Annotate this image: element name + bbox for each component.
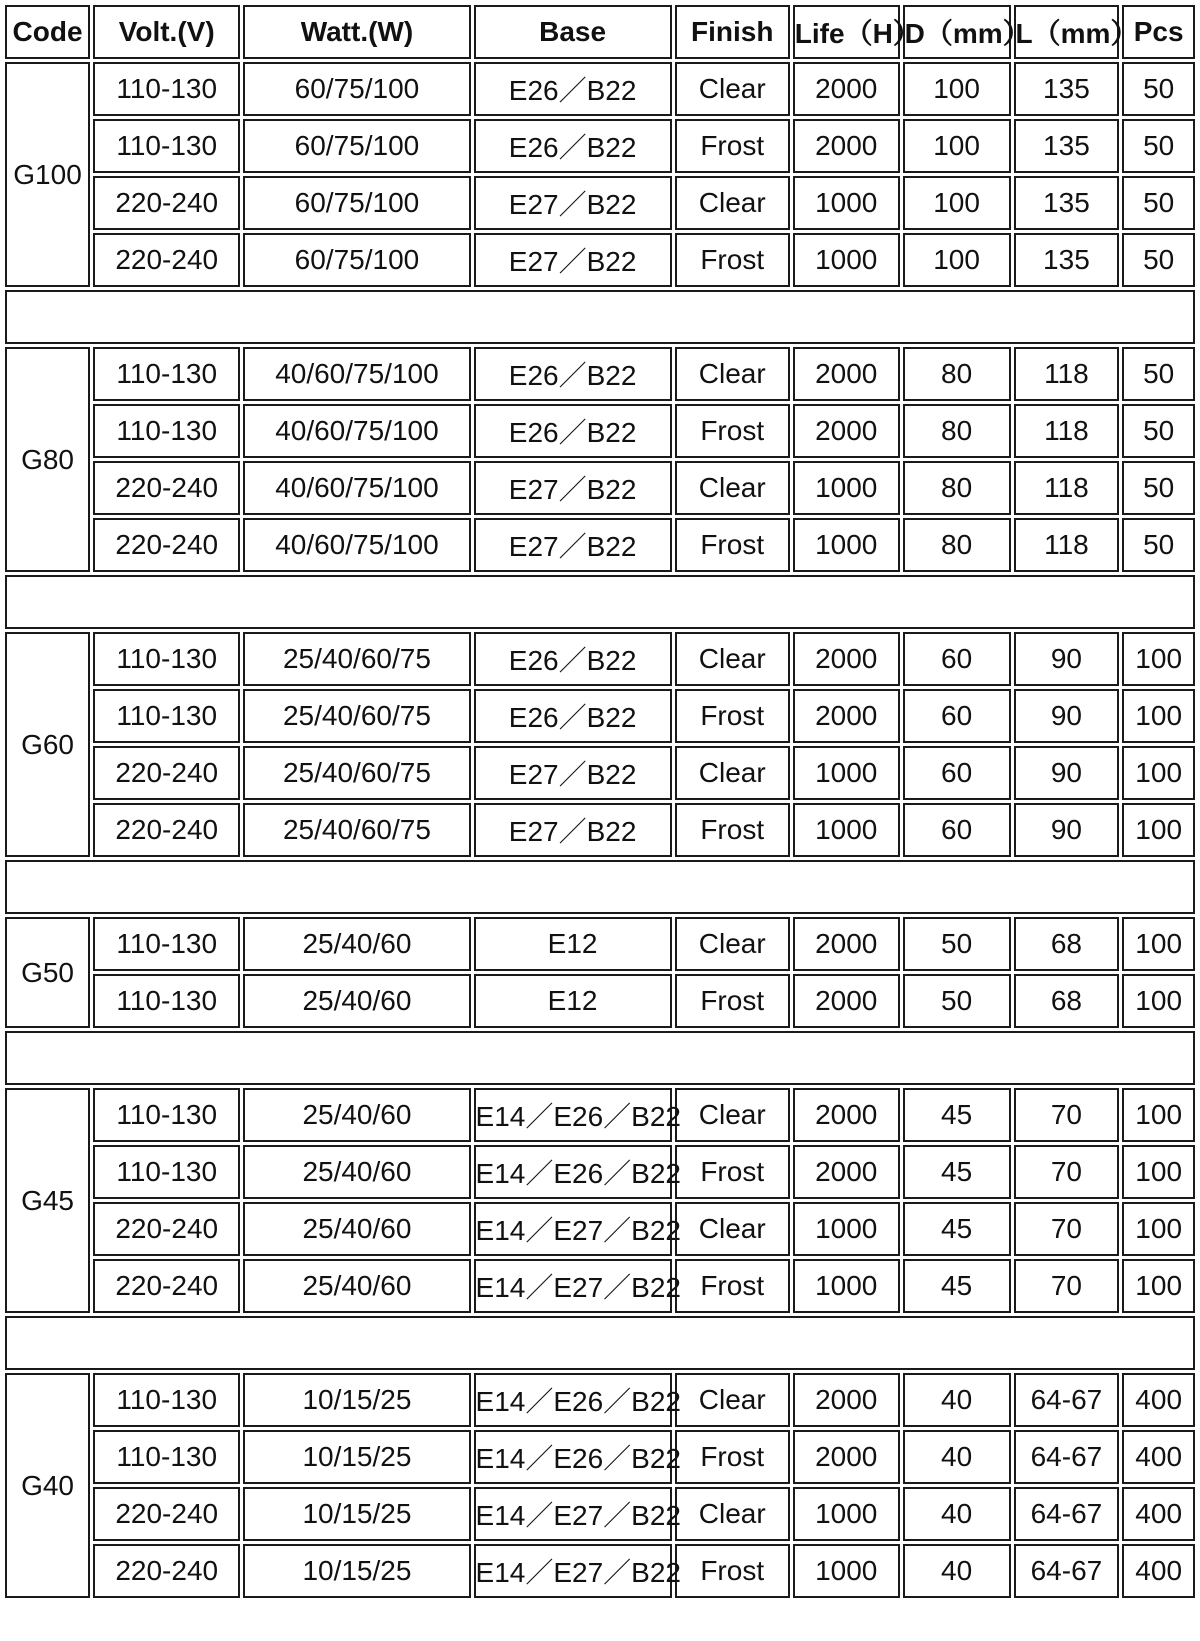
finish-cell: Clear: [675, 461, 790, 515]
pcs-cell: 400: [1122, 1430, 1195, 1484]
table-row: [5, 119, 1195, 173]
group-separator-row: [5, 1316, 1195, 1370]
length-cell: 135: [1014, 62, 1120, 116]
header-finish: Finish: [675, 5, 790, 59]
finish-cell: Frost: [675, 404, 790, 458]
life-cell: 2000: [793, 689, 900, 743]
wattage-cell: 10/15/25: [243, 1373, 470, 1427]
finish-cell: Clear: [675, 62, 790, 116]
base-cell: E26／B22: [474, 62, 672, 116]
wattage-cell: 10/15/25: [243, 1430, 470, 1484]
base-cell: E14／E27／B22: [474, 1202, 672, 1256]
table-row: [5, 233, 1195, 287]
base-cell: E14／E26／B22: [474, 1430, 672, 1484]
voltage-cell: 110-130: [93, 917, 240, 971]
finish-cell: Frost: [675, 1430, 790, 1484]
length-cell: 135: [1014, 119, 1120, 173]
group-separator-row: [5, 290, 1195, 344]
table-body: [5, 62, 1195, 1598]
header-wattage: Watt.(W): [243, 5, 470, 59]
table-row: [5, 1430, 1195, 1484]
table-row: [5, 746, 1195, 800]
life-cell: 1000: [793, 518, 900, 572]
length-cell: 70: [1014, 1202, 1120, 1256]
diameter-cell: 60: [903, 632, 1011, 686]
pcs-cell: 50: [1122, 176, 1195, 230]
wattage-cell: 60/75/100: [243, 176, 470, 230]
voltage-cell: 110-130: [93, 974, 240, 1028]
voltage-cell: 220-240: [93, 176, 240, 230]
base-cell: E12: [474, 974, 672, 1028]
diameter-cell: 60: [903, 746, 1011, 800]
group-separator-row: [5, 860, 1195, 914]
pcs-cell: 50: [1122, 233, 1195, 287]
life-cell: 2000: [793, 62, 900, 116]
group-separator: [5, 1316, 1195, 1370]
life-cell: 1000: [793, 233, 900, 287]
wattage-cell: 25/40/60/75: [243, 746, 470, 800]
life-cell: 2000: [793, 974, 900, 1028]
table-row: [5, 1487, 1195, 1541]
code-cell: G100: [5, 62, 90, 287]
header-pcs: Pcs: [1122, 5, 1195, 59]
diameter-cell: 80: [903, 461, 1011, 515]
code-cell: G45: [5, 1088, 90, 1313]
diameter-cell: 80: [903, 347, 1011, 401]
finish-cell: Frost: [675, 1145, 790, 1199]
base-cell: E26／B22: [474, 689, 672, 743]
voltage-cell: 110-130: [93, 347, 240, 401]
life-cell: 1000: [793, 1487, 900, 1541]
length-cell: 64-67: [1014, 1373, 1120, 1427]
finish-cell: Clear: [675, 1487, 790, 1541]
pcs-cell: 400: [1122, 1487, 1195, 1541]
life-cell: 2000: [793, 1088, 900, 1142]
table-row: [5, 1145, 1195, 1199]
base-cell: E26／B22: [474, 119, 672, 173]
wattage-cell: 60/75/100: [243, 62, 470, 116]
table-row: [5, 917, 1195, 971]
pcs-cell: 50: [1122, 404, 1195, 458]
wattage-cell: 25/40/60/75: [243, 689, 470, 743]
life-cell: 2000: [793, 1430, 900, 1484]
length-cell: 70: [1014, 1145, 1120, 1199]
base-cell: E26／B22: [474, 632, 672, 686]
life-cell: 2000: [793, 347, 900, 401]
life-cell: 1000: [793, 461, 900, 515]
wattage-cell: 25/40/60: [243, 1145, 470, 1199]
finish-cell: Frost: [675, 803, 790, 857]
pcs-cell: 50: [1122, 461, 1195, 515]
base-cell: E14／E27／B22: [474, 1259, 672, 1313]
length-cell: 118: [1014, 518, 1120, 572]
pcs-cell: 100: [1122, 974, 1195, 1028]
base-cell: E14／E27／B22: [474, 1544, 672, 1598]
wattage-cell: 10/15/25: [243, 1544, 470, 1598]
diameter-cell: 40: [903, 1544, 1011, 1598]
pcs-cell: 100: [1122, 689, 1195, 743]
length-cell: 90: [1014, 746, 1120, 800]
pcs-cell: 100: [1122, 803, 1195, 857]
life-cell: 1000: [793, 1202, 900, 1256]
length-cell: 68: [1014, 974, 1120, 1028]
pcs-cell: 100: [1122, 1145, 1195, 1199]
wattage-cell: 25/40/60: [243, 1202, 470, 1256]
table-row: [5, 974, 1195, 1028]
base-cell: E27／B22: [474, 233, 672, 287]
finish-cell: Frost: [675, 1259, 790, 1313]
length-cell: 118: [1014, 347, 1120, 401]
diameter-cell: 100: [903, 119, 1011, 173]
life-cell: 2000: [793, 404, 900, 458]
table-row: [5, 1259, 1195, 1313]
life-cell: 2000: [793, 119, 900, 173]
finish-cell: Clear: [675, 176, 790, 230]
header-row: [5, 5, 1195, 59]
voltage-cell: 220-240: [93, 233, 240, 287]
length-cell: 64-67: [1014, 1544, 1120, 1598]
pcs-cell: 50: [1122, 62, 1195, 116]
life-cell: 1000: [793, 1544, 900, 1598]
voltage-cell: 220-240: [93, 803, 240, 857]
base-cell: E27／B22: [474, 461, 672, 515]
voltage-cell: 110-130: [93, 689, 240, 743]
finish-cell: Frost: [675, 518, 790, 572]
diameter-cell: 60: [903, 803, 1011, 857]
length-cell: 118: [1014, 404, 1120, 458]
finish-cell: Frost: [675, 233, 790, 287]
length-cell: 68: [1014, 917, 1120, 971]
finish-cell: Frost: [675, 119, 790, 173]
pcs-cell: 400: [1122, 1544, 1195, 1598]
group-separator: [5, 575, 1195, 629]
voltage-cell: 220-240: [93, 461, 240, 515]
diameter-cell: 40: [903, 1430, 1011, 1484]
header-length: L（mm）: [1014, 5, 1120, 59]
diameter-cell: 100: [903, 233, 1011, 287]
base-cell: E26／B22: [474, 404, 672, 458]
table-row: [5, 1202, 1195, 1256]
wattage-cell: 60/75/100: [243, 119, 470, 173]
voltage-cell: 220-240: [93, 1487, 240, 1541]
table-row: [5, 689, 1195, 743]
pcs-cell: 400: [1122, 1373, 1195, 1427]
pcs-cell: 50: [1122, 347, 1195, 401]
length-cell: 90: [1014, 689, 1120, 743]
life-cell: 1000: [793, 746, 900, 800]
base-cell: E27／B22: [474, 803, 672, 857]
base-cell: E27／B22: [474, 746, 672, 800]
finish-cell: Clear: [675, 632, 790, 686]
wattage-cell: 40/60/75/100: [243, 347, 470, 401]
voltage-cell: 220-240: [93, 518, 240, 572]
voltage-cell: 110-130: [93, 1088, 240, 1142]
wattage-cell: 10/15/25: [243, 1487, 470, 1541]
finish-cell: Frost: [675, 974, 790, 1028]
voltage-cell: 110-130: [93, 632, 240, 686]
finish-cell: Clear: [675, 1202, 790, 1256]
diameter-cell: 80: [903, 518, 1011, 572]
pcs-cell: 100: [1122, 1202, 1195, 1256]
table-row: [5, 632, 1195, 686]
table-row: [5, 518, 1195, 572]
life-cell: 1000: [793, 176, 900, 230]
pcs-cell: 50: [1122, 119, 1195, 173]
voltage-cell: 220-240: [93, 1202, 240, 1256]
code-cell: G50: [5, 917, 90, 1028]
life-cell: 1000: [793, 803, 900, 857]
diameter-cell: 60: [903, 689, 1011, 743]
pcs-cell: 100: [1122, 1088, 1195, 1142]
diameter-cell: 100: [903, 62, 1011, 116]
life-cell: 1000: [793, 1259, 900, 1313]
wattage-cell: 40/60/75/100: [243, 518, 470, 572]
length-cell: 64-67: [1014, 1487, 1120, 1541]
table-row: [5, 461, 1195, 515]
base-cell: E14／E26／B22: [474, 1145, 672, 1199]
wattage-cell: 40/60/75/100: [243, 404, 470, 458]
pcs-cell: 100: [1122, 1259, 1195, 1313]
pcs-cell: 50: [1122, 518, 1195, 572]
voltage-cell: 220-240: [93, 1544, 240, 1598]
wattage-cell: 25/40/60/75: [243, 803, 470, 857]
wattage-cell: 25/40/60: [243, 1088, 470, 1142]
base-cell: E26／B22: [474, 347, 672, 401]
voltage-cell: 110-130: [93, 62, 240, 116]
diameter-cell: 50: [903, 917, 1011, 971]
base-cell: E27／B22: [474, 176, 672, 230]
finish-cell: Frost: [675, 1544, 790, 1598]
header-voltage: Volt.(V): [93, 5, 240, 59]
header-diameter: D（mm）: [903, 5, 1011, 59]
wattage-cell: 40/60/75/100: [243, 461, 470, 515]
life-cell: 2000: [793, 917, 900, 971]
voltage-cell: 220-240: [93, 746, 240, 800]
voltage-cell: 110-130: [93, 1145, 240, 1199]
group-separator: [5, 1031, 1195, 1085]
length-cell: 64-67: [1014, 1430, 1120, 1484]
table-row: [5, 803, 1195, 857]
diameter-cell: 40: [903, 1487, 1011, 1541]
table-row: [5, 62, 1195, 116]
diameter-cell: 50: [903, 974, 1011, 1028]
group-separator: [5, 290, 1195, 344]
wattage-cell: 60/75/100: [243, 233, 470, 287]
length-cell: 70: [1014, 1088, 1120, 1142]
base-cell: E14／E27／B22: [474, 1487, 672, 1541]
header-life: Life（H）: [793, 5, 900, 59]
diameter-cell: 45: [903, 1202, 1011, 1256]
length-cell: 118: [1014, 461, 1120, 515]
diameter-cell: 45: [903, 1088, 1011, 1142]
table-row: [5, 404, 1195, 458]
base-cell: E12: [474, 917, 672, 971]
finish-cell: Clear: [675, 746, 790, 800]
finish-cell: Clear: [675, 1373, 790, 1427]
life-cell: 2000: [793, 632, 900, 686]
wattage-cell: 25/40/60/75: [243, 632, 470, 686]
group-separator: [5, 860, 1195, 914]
voltage-cell: 110-130: [93, 404, 240, 458]
code-cell: G60: [5, 632, 90, 857]
finish-cell: Clear: [675, 1088, 790, 1142]
voltage-cell: 110-130: [93, 1430, 240, 1484]
length-cell: 90: [1014, 632, 1120, 686]
length-cell: 135: [1014, 176, 1120, 230]
length-cell: 90: [1014, 803, 1120, 857]
table-row: [5, 347, 1195, 401]
wattage-cell: 25/40/60: [243, 917, 470, 971]
diameter-cell: 45: [903, 1259, 1011, 1313]
finish-cell: Frost: [675, 689, 790, 743]
wattage-cell: 25/40/60: [243, 974, 470, 1028]
header-code: Code: [5, 5, 90, 59]
voltage-cell: 220-240: [93, 1259, 240, 1313]
diameter-cell: 45: [903, 1145, 1011, 1199]
length-cell: 135: [1014, 233, 1120, 287]
finish-cell: Clear: [675, 917, 790, 971]
base-cell: E27／B22: [474, 518, 672, 572]
life-cell: 2000: [793, 1373, 900, 1427]
base-cell: E14／E26／B22: [474, 1088, 672, 1142]
diameter-cell: 40: [903, 1373, 1011, 1427]
table-row: [5, 176, 1195, 230]
code-cell: G40: [5, 1373, 90, 1598]
length-cell: 70: [1014, 1259, 1120, 1313]
voltage-cell: 110-130: [93, 1373, 240, 1427]
finish-cell: Clear: [675, 347, 790, 401]
group-separator-row: [5, 1031, 1195, 1085]
pcs-cell: 100: [1122, 917, 1195, 971]
diameter-cell: 100: [903, 176, 1011, 230]
pcs-cell: 100: [1122, 746, 1195, 800]
wattage-cell: 25/40/60: [243, 1259, 470, 1313]
group-separator-row: [5, 575, 1195, 629]
table-row: [5, 1088, 1195, 1142]
header-base: Base: [474, 5, 672, 59]
pcs-cell: 100: [1122, 632, 1195, 686]
base-cell: E14／E26／B22: [474, 1373, 672, 1427]
diameter-cell: 80: [903, 404, 1011, 458]
table-row: [5, 1373, 1195, 1427]
table-row: [5, 1544, 1195, 1598]
code-cell: G80: [5, 347, 90, 572]
voltage-cell: 110-130: [93, 119, 240, 173]
life-cell: 2000: [793, 1145, 900, 1199]
bulb-spec-table: [2, 2, 1198, 1601]
